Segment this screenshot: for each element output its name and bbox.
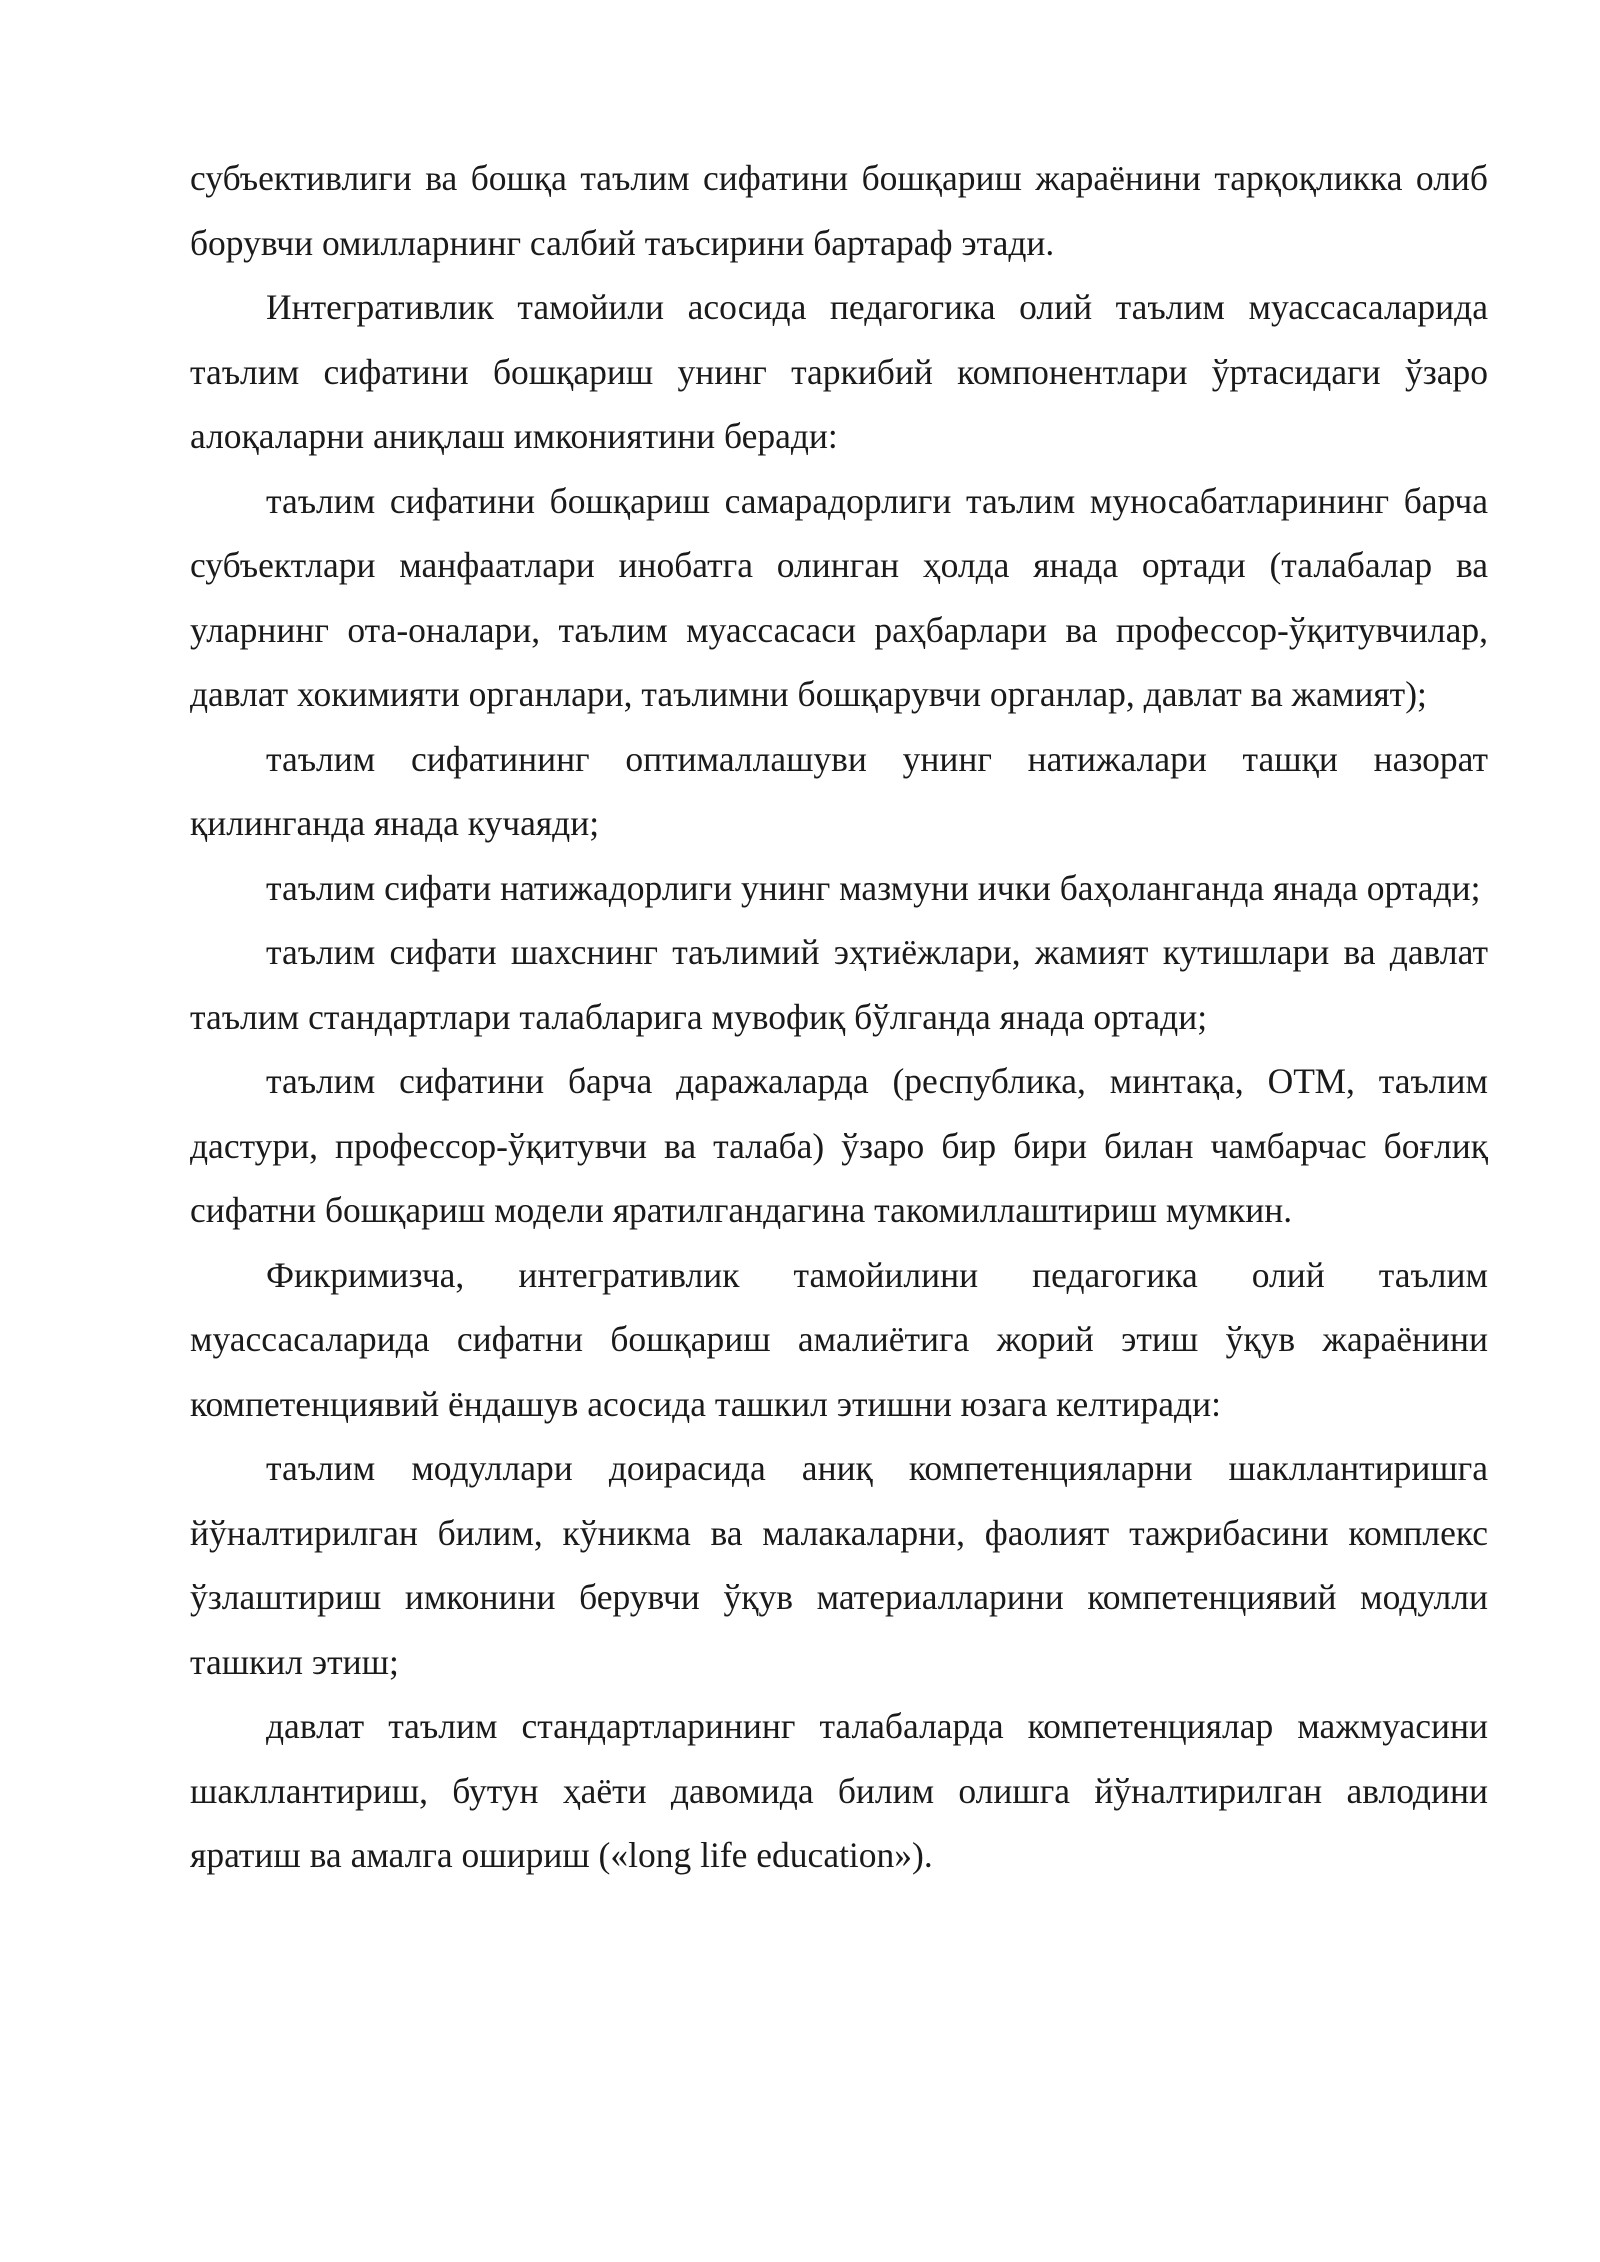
list-item-needs-and-standards: таълим сифати шахснинг таълимий эҳтиёжлари, жамият кутишлари ва давлат таълим стандартлари талабларига мувофиқ бўлганда янада ортади; xyxy=(190,932,1488,1037)
list-item-modules: таълим модуллари доирасида аниқ компетенцияларни шакллантиришга йўналтирилган билим, кўникма ва малакаларни, фаолият тажрибасини комплекс ўзлаштириш имконини берувчи ўқув материалларини компетенциявий модулли ташкил этиш; xyxy=(190,1448,1488,1682)
body-text xyxy=(190,146,1488,1888)
paragraph-opinion: Фикримизча, интегративлик тамойилини педагогика олий таълим муассасаларида сифатни бошқариш амалиётига жорий этиш ўқув жараёнини компетенциявий ёндашув асосида ташкил этишни юзага келтиради: xyxy=(190,1254,1488,1424)
list-item-optimization: таълим сифатининг оптималлашуви унинг натижалари ташқи назорат қилинганда янада кучаяди; xyxy=(190,738,1488,843)
paragraph-continuation: субъективлиги ва бошқа таълим сифатини бошқариш жараёнини тарқоқликка олиб борувчи омилларнинг салбий таъсирини бартараф этади. xyxy=(190,158,1488,263)
list-item-effectiveness: таълим сифати натижадорлиги унинг мазмуни ички баҳоланганда янада ортади; xyxy=(266,867,1481,908)
list-item-management-efficiency: таълим сифатини бошқариш самарадорлиги таълим муносабатларининг барча субъектлари манфаатлари инобатга олинган ҳолда янада ортади (талабалар ва уларнинг ота-оналари, таълим муассасаси раҳбарлари ва профессор-ўқитувчилар, давлат хокимияти органлари, таълимни бошқарувчи органлар, давлат ва жамият); xyxy=(190,480,1488,714)
list-item-standards-lifelong: давлат таълим стандартларининг талабаларда компетенциялар мажмуасини шакллантириш, бутун ҳаёти давомида билим олишга йўналтирилган авлодини яратиш ва амалга ошириш («long life education»). xyxy=(190,1706,1488,1875)
list-item-quality-model: таълим сифатини барча даражаларда (республика, минтақа, ОТМ, таълим дастури, профессор-ўқитувчи ва талаба) ўзаро бир бири билан чамбарчас боғлиқ сифатни бошқариш модели яратилгандагина такомиллаштириш мумкин. xyxy=(190,1061,1488,1230)
paragraph-integrativity-principle: Интегративлик тамойили асосида педагогика олий таълим муассасаларида таълим сифатини бошқариш унинг таркибий компонентлари ўртасидаги ўзаро алоқаларни аниқлаш имкониятини беради: xyxy=(190,287,1488,456)
